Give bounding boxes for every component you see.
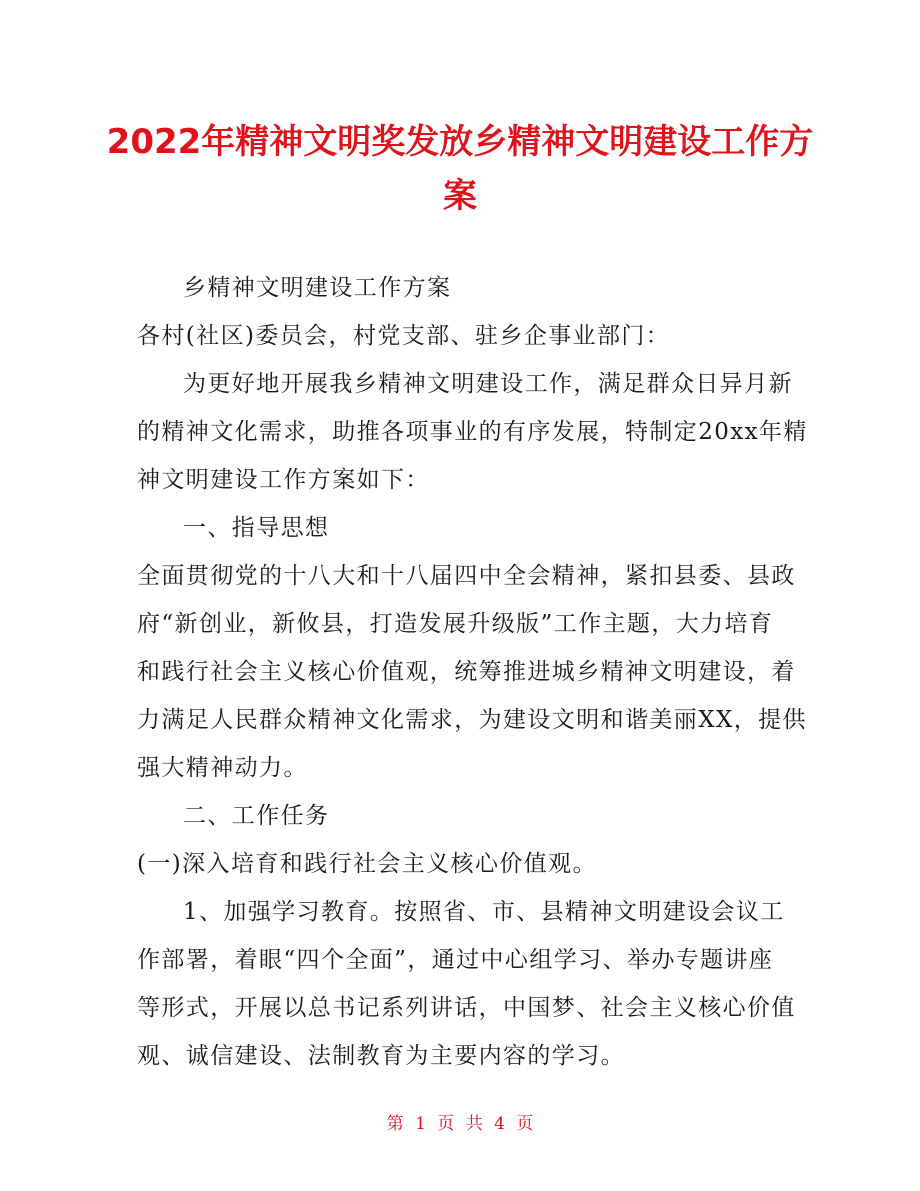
paragraph-line: 神文明建设工作方案如下： xyxy=(137,467,430,493)
document-title-line-1: 2022年精神文明奖发放乡精神文明建设工作方 xyxy=(106,122,814,162)
page-number-footer: 第 1 页 共 4 页 xyxy=(386,1114,534,1134)
paragraph-line: 府“新创业，新攸县，打造发展升级版”工作主题，大力培育 xyxy=(137,611,774,637)
paragraph-line: 的精神文化需求，助推各项事业的有序发展，特制定20xx年精 xyxy=(137,419,808,445)
document-body xyxy=(137,268,808,1084)
subsection-heading: (一)深入培育和践行社会主义核心价值观。 xyxy=(137,851,597,877)
paragraph-line: 等形式，开展以总书记系列讲话，中国梦、社会主义核心价值 xyxy=(137,995,796,1021)
section-heading: 二、工作任务 xyxy=(183,803,330,829)
paragraph-line: 强大精神动力。 xyxy=(137,755,308,781)
paragraph-line: 各村(社区)委员会，村党支部、驻乡企事业部门： xyxy=(137,323,671,349)
paragraph-line: 和践行社会主义核心价值观，统筹推进城乡精神文明建设，着 xyxy=(137,659,796,685)
paragraph-line: 观、诚信建设、法制教育为主要内容的学习。 xyxy=(137,1043,625,1069)
paragraph-line: 作部署，着眼“四个全面”，通过中心组学习、举办专题讲座 xyxy=(137,947,774,973)
paragraph-line: 1、加强学习教育。按照省、市、县精神文明建设会议工 xyxy=(183,899,785,925)
paragraph-line: 乡精神文明建设工作方案 xyxy=(183,275,452,301)
paragraph-line: 为更好地开展我乡精神文明建设工作，满足群众日异月新 xyxy=(183,371,793,397)
section-heading: 一、指导思想 xyxy=(183,515,330,541)
document-title-line-2: 案 xyxy=(443,176,477,216)
paragraph-line: 力满足人民群众精神文化需求，为建设文明和谐美丽XX，提供 xyxy=(137,707,807,733)
paragraph-line: 全面贯彻党的十八大和十八届四中全会精神，紧扣县委、县政 xyxy=(137,563,796,589)
